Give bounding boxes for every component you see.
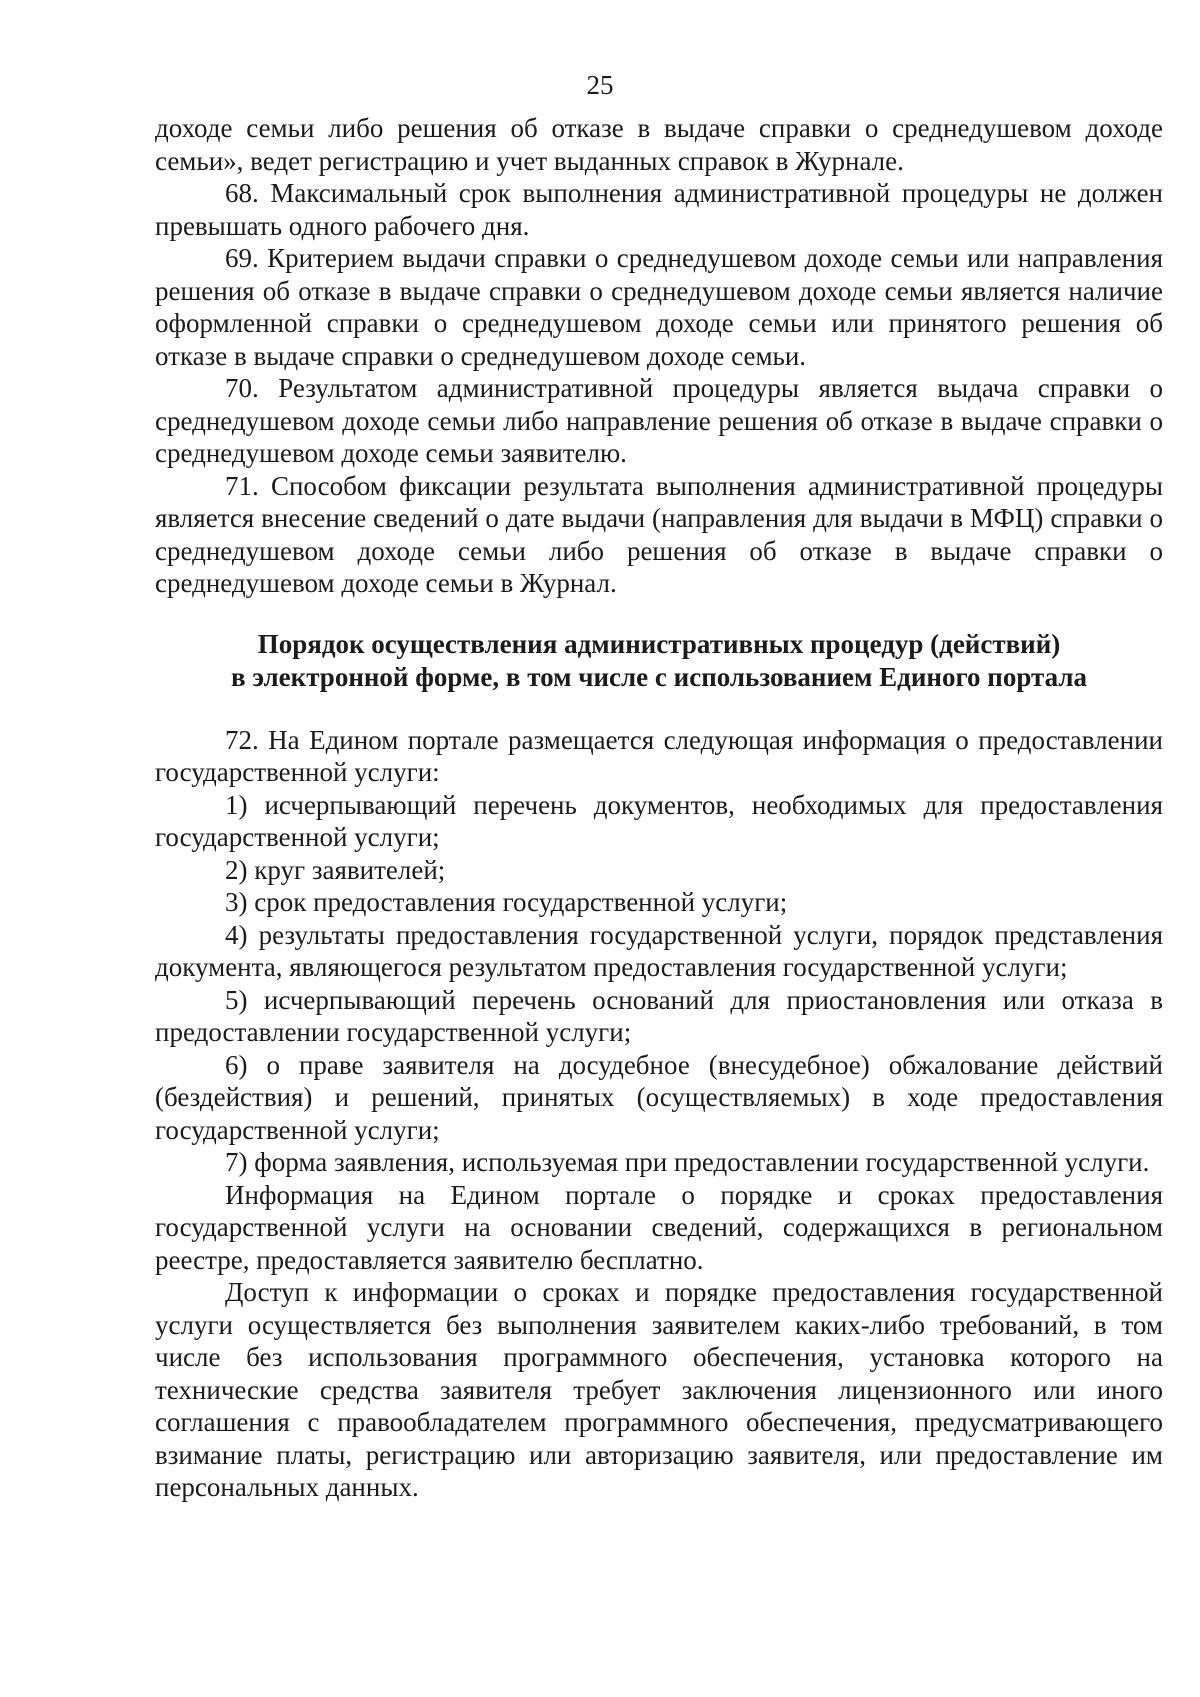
- paragraph-70: 70. Результатом административной процедуры является выдача справки о среднедушевом доходе семьи либо направление решения об отказе в выдаче справки о среднедушевом доходе семьи заявителю.: [155, 373, 1163, 468]
- paragraph-continuation: доходе семьи либо решения об отказе в выдаче справки о среднедушевом доходе семьи», ведет регистрацию и учет выданных справок в Журнале.: [155, 113, 1163, 176]
- section-heading-line-2: в электронной форме, в том числе с использованием Единого портала: [231, 661, 1087, 692]
- list-item-7: 7) форма заявления, используемая при предоставлении государственной услуги.: [225, 1147, 1150, 1177]
- paragraph-info-free: Информация на Едином портале о порядке и сроках предоставления государственной услуги на основании сведений, содержащихся в региональном реестре, предоставляется заявителю бесплатно.: [155, 1179, 1163, 1275]
- list-item-6: 6) о праве заявителя на досудебное (внесудебное) обжалование действий (бездействия) и решений, принятых (осуществляемых) в ходе предоставления государственной услуги;: [155, 1049, 1163, 1145]
- list-item-3: 3) срок предоставления государственной услуги;: [225, 887, 788, 917]
- list-item-4: 4) результаты предоставления государственной услуги, порядок представления документа, являющегося результатом предоставления государственной услуги;: [155, 919, 1163, 982]
- section-heading: [155, 628, 1163, 694]
- list-item-5: 5) исчерпывающий перечень оснований для приостановления или отказа в предоставлении государственной услуги;: [155, 984, 1163, 1047]
- paragraph-72: 72. На Едином портале размещается следующая информация о предоставлении государственной услуги:: [155, 724, 1163, 787]
- page-number: 25: [586, 70, 614, 100]
- document-body: [155, 112, 1163, 1504]
- list-item-2: 2) круг заявителей;: [225, 854, 446, 885]
- paragraph-68: 68. Максимальный срок выполнения административной процедуры не должен превышать одного рабочего дня.: [155, 178, 1163, 241]
- paragraph-71: 71. Способом фиксации результата выполнения административной процедуры является внесение сведений о дате выдачи (направления для выдачи в МФЦ) справки о среднедушевом доходе семьи либо решения об отказе в выдаче справки о среднедушевом доходе семьи в Журнал.: [155, 470, 1163, 598]
- paragraph-69: 69. Критерием выдачи справки о среднедушевом доходе семьи или направления решения об отказе в выдаче справки о среднедушевом доходе семьи является наличие оформленной справки о среднедушевом доходе семьи или принятого решения об отказе в выдаче справки о среднедушевом доходе семьи.: [155, 243, 1163, 371]
- paragraph-access: Доступ к информации о сроках и порядке предоставления государственной услуги осуществляется без выполнения заявителем каких-либо требований, в том числе без использования программного обеспечения, установка которого на технические средства заявителя требует заключения лицензионного или иного соглашения с правообладателем программного обеспечения, предусматривающего взимание платы, регистрацию или авторизацию заявителя, или предоставление им персональных данных.: [155, 1277, 1163, 1502]
- list-item-1: 1) исчерпывающий перечень документов, необходимых для предоставления государственной услуги;: [155, 789, 1163, 852]
- section-heading-line-1: Порядок осуществления административных процедур (действий): [257, 628, 1061, 659]
